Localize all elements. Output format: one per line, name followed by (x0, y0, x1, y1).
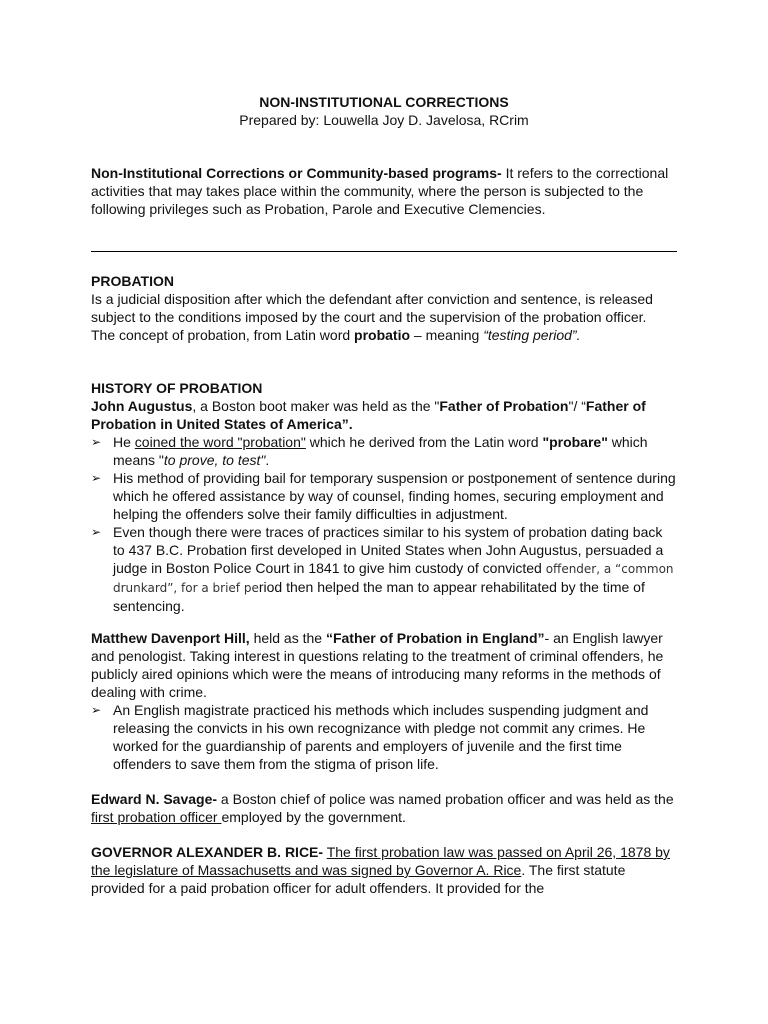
b3-text-b: riod then helped the man to appear rehabilitated by the time of sentencing. (113, 579, 645, 614)
history-heading: HISTORY OF PROBATION (91, 380, 263, 396)
document-title: NON-INSTITUTIONAL CORRECTIONS (259, 94, 509, 110)
concept-meaning: “testing period”. (483, 327, 581, 343)
b1-term: "probare" (542, 434, 608, 450)
intro-paragraph (91, 164, 677, 218)
b2-text: His method of providing bail for temporary suspension or postponement of sentence during which he offered assistance by way of counsel, finding homes, securing employment and helping the offenders solve their family difficulties in adjustment. (113, 470, 676, 522)
b4-text: An English magistrate practiced his methods which includes suspending judgment and releasing the convicts in his own recognizance with pledge not commit any crimes. He worked for the guardianship of parents and employers of juvenile and the first time offenders to save them from the stigma of prison life. (113, 702, 649, 772)
es-underlined: first probation officer (91, 809, 222, 825)
mdh-mid: held as the (249, 630, 326, 646)
matthew-hill-bullets (91, 701, 677, 773)
ja-father-us: Father of Probation in United States of America”. (91, 398, 646, 432)
ja-name: John Augustus (91, 398, 193, 414)
b1-underlined: coined the word "probation" (134, 434, 306, 450)
list-item (91, 523, 677, 615)
b1-meaning: to prove, to test" (163, 452, 266, 468)
b1-end: . (265, 452, 270, 468)
arrow-bullet-icon: ➢ (91, 435, 102, 449)
intro-text: It refers to the correctional activities that may takes place within the community, where the person is subjected to the following privileges such as Probation, Parole and Executive Clemencies. (91, 165, 669, 217)
es-text1: a Boston chief of police was named probation officer and was held as the (217, 791, 674, 807)
b3-text-a: Even though there were traces of practices similar to his system of probation dating back to 437 B.C. Probation first developed in United States when John Augustus, persuaded a judge in Boston Police Court in 1841 to give him custody of convicted (113, 524, 664, 576)
ja-text1: , a Boston boot maker was held as the " (192, 398, 440, 414)
b1-mid2: which means " (113, 434, 648, 468)
b1-mid: which he derived from the Latin word (305, 434, 543, 450)
probation-heading: PROBATION (91, 273, 174, 289)
edward-savage-paragraph (91, 790, 677, 826)
ja-text2: "/ “ (568, 398, 586, 414)
intro-term: Non-Institutional Corrections or Community-based programs- (91, 165, 502, 181)
es-text2: employed by the government. (221, 809, 406, 825)
es-name: Edward N. Savage- (91, 791, 218, 807)
ja-father: Father of Probation (439, 398, 569, 414)
mdh-text: - an English lawyer and penologist. Taking interest in questions relating to the treatment of criminal offenders, he publicly aired opinions which were the means of introducing many reforms in the methods of dealing with crime. (91, 630, 664, 700)
gov-text: . The first statute provided for a paid probation officer for adult offenders. It provided for the (91, 862, 626, 896)
concept-term: probatio (354, 327, 411, 343)
gov-name: GOVERNOR ALEXANDER B. RICE- (91, 844, 324, 860)
john-augustus-bullets (91, 433, 677, 615)
mdh-name: Matthew Davenport Hill, (91, 630, 250, 646)
concept-pre: The concept of probation, from Latin word (91, 327, 355, 343)
arrow-bullet-icon: ➢ (91, 703, 102, 717)
b3-text-small: offender, a “common drunkard”, for a brief pe (113, 562, 674, 595)
horizontal-divider (91, 251, 677, 252)
list-item (91, 701, 677, 773)
document-subtitle: Prepared by: Louwella Joy D. Javelosa, RCrim (239, 112, 529, 128)
john-augustus-paragraph (91, 397, 677, 433)
governor-rice-paragraph (91, 843, 677, 897)
probation-section (91, 272, 677, 344)
list-item (91, 469, 677, 523)
concept-mid: – meaning (410, 327, 484, 343)
probation-concept (91, 326, 677, 344)
probation-definition: Is a judicial disposition after which the defendant after conviction and sentence, is released subject to the conditions imposed by the court and the supervision of the probation officer. (91, 291, 653, 325)
b1-pre: He (113, 434, 135, 450)
list-item (91, 433, 677, 469)
history-section (91, 379, 677, 615)
arrow-bullet-icon: ➢ (91, 525, 102, 539)
gov-underlined: The first probation law was passed on April 26, 1878 by the legislature of Massachusetts and was signed by Governor A. Rice (91, 844, 670, 878)
matthew-hill-section (91, 629, 677, 773)
arrow-bullet-icon: ➢ (91, 471, 102, 485)
matthew-hill-paragraph (91, 629, 677, 701)
mdh-title: “Father of Probation in England” (325, 630, 545, 646)
